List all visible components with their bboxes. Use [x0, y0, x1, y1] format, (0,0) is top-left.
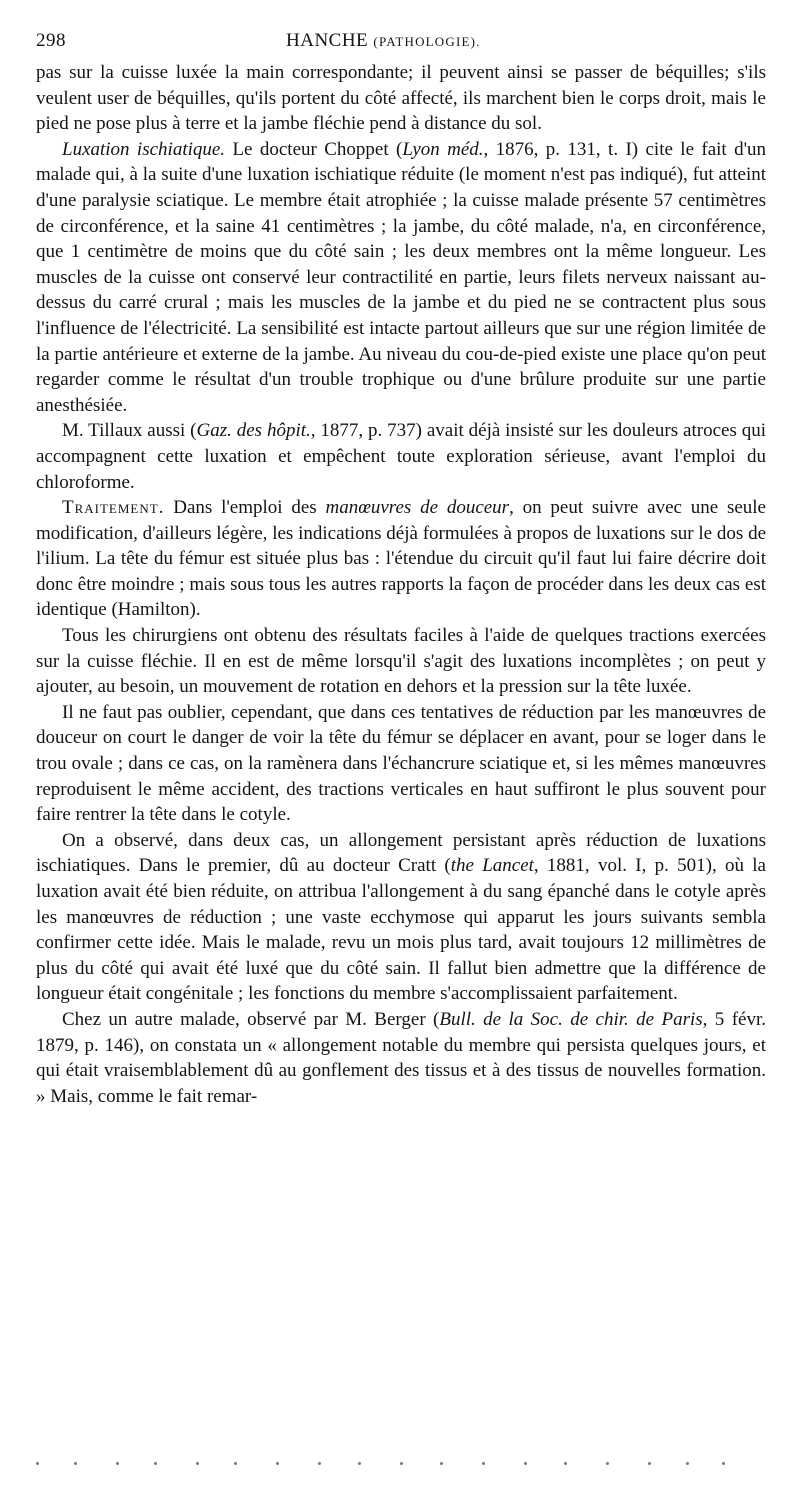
footer-dot: [400, 1462, 403, 1465]
paragraph-4: [36, 495, 766, 623]
footer-dots: [36, 1462, 726, 1470]
text-run: Il ne faut pas oublier, cependant, que dans ces tentatives de réduction par les manœuvres de douceur on court le danger de voir la tête du fémur se déplacer en avant, pour se loger dans le trou ovale ; dans ce cas, on la ramènera dans l'échancrure sciatique et, si les mêmes manœuvres reproduisent le même accident, des tractions verticales en haut suffiront le plus souvent pour faire rentrer la tête dans le cotyle.: [36, 701, 766, 826]
italic-run: Lyon méd.: [402, 138, 484, 160]
footer-dot: [154, 1462, 157, 1465]
italic-run: Gaz. des hôpit.: [196, 420, 311, 442]
footer-dot: [74, 1462, 77, 1465]
running-title-main: HANCHE: [286, 30, 369, 51]
running-title: [286, 30, 481, 52]
text-run: M. Tillaux aussi (: [62, 420, 197, 442]
text-run: On a observé, dans deux cas, un allongement persistant après réduction de luxations ischiatiques. Dans le premier, dû au docteur Cratt (: [36, 829, 766, 877]
footer-dot: [722, 1462, 725, 1465]
text-run: , 5 févr. 1879, p. 146), on constata un « allongement notable du membre qui persista quelques jours, et qui était vraisemblablement dû au gonflement des tissus et à des tissus de nouvelles formation. » Mais, comme le fait remar-: [36, 1008, 766, 1107]
footer-dot: [606, 1462, 609, 1465]
footer-dot: [358, 1462, 361, 1465]
italic-run: the Lancet: [450, 855, 534, 877]
text-run: , 1881, vol. I, p. 501), où la luxation avait été bien réduite, on attribua l'allongement à du sang épanché dans le cotyle après les manœuvres de réduction ; une vaste ecchymose qui apparut les jours suivants sembla confirmer cette idée. Mais le malade, revu un mois plus tard, avait toujours 12 millimètres de plus du côté qui avait été luxé que du côté sain. Il fallut bien admettre que la différence de longueur était congénitale ; les fonctions du membre s'accomplissaient parfaitement.: [36, 855, 766, 1005]
text-run: Le docteur Choppet (: [225, 138, 403, 160]
text-run: Tous les chirurgiens ont obtenu des résultats faciles à l'aide de quelques tractions exercées sur la cuisse fléchie. Il en est de même lorsqu'il s'agit des luxations incomplètes ; on peut y ajouter, au besoin, un mouvement de rotation en dehors et la pression sur la tête luxée.: [36, 625, 766, 698]
paragraph-7: [36, 828, 766, 1007]
italic-run: manœuvres de douceur: [325, 497, 510, 519]
footer-dot: [276, 1462, 279, 1465]
body-text: [36, 60, 766, 1109]
footer-dot: [196, 1462, 199, 1465]
paragraph-8: [36, 1007, 766, 1109]
text-run: , on peut suivre avec une seule modification, d'ailleurs légère, les indications déjà formulées à propos de luxations sur le dos de l'ilium. La tête du fémur est située plus bas : l'étendue du circuit qu'il faut lui faire décrire doit donc être moindre ; mais sous tous les autres rapports la façon de procéder dans les deux cas est identique (Hamilton).: [36, 497, 766, 621]
footer-dot: [116, 1462, 119, 1465]
section-lead: Traitement.: [62, 497, 165, 519]
footer-dot: [36, 1462, 39, 1465]
text-run: pas sur la cuisse luxée la main correspondante; il peuvent ainsi se passer de béquilles; s'ils veulent user de béquilles, qu'ils portent du côté affecté, ils marchent bien le corps droit, mais le pied ne pose plus à terre et la jambe fléchie pend à distance du sol.: [36, 62, 766, 135]
text-run: Dans l'emploi des: [164, 497, 326, 519]
italic-run: Bull. de la Soc. de chir. de Paris: [439, 1008, 703, 1030]
footer-dot: [318, 1462, 321, 1465]
footer-dot: [482, 1462, 485, 1465]
page-number: 298: [36, 30, 66, 51]
paragraph-3: [36, 418, 766, 495]
paragraph-5: [36, 623, 766, 700]
paragraph-1: [36, 60, 766, 137]
footer-dot: [524, 1462, 527, 1465]
paragraph-2: [36, 137, 766, 419]
paragraph-6: [36, 700, 766, 828]
footer-dot: [564, 1462, 567, 1465]
text-run: Chez un autre malade, observé par M. Berger (: [62, 1008, 440, 1030]
footer-dot: [440, 1462, 443, 1465]
book-page: [36, 30, 766, 1109]
footer-dot: [686, 1462, 689, 1465]
italic-run: Luxation ischiatique.: [62, 138, 226, 160]
footer-dot: [648, 1462, 651, 1465]
text-run: , 1876, p. 131, t. I) cite le fait d'un malade qui, à la suite d'une luxation ischiatique réduite (le moment n'est pas indiqué), fut atteint d'une paralysie sciatique. Le membre était atrophiée ; la cuisse malade présente 57 centimètres de circonférence, et la saine 41 centimètres ; la jambe, du côté malade, n'a, en circonférence, que 1 centimètre de moins que du côté sain ; les deux membres ont la même longueur. Les muscles de la cuisse ont conservé leur contractilité en partie, leurs filets nerveux naissant au-dessus du carré crural ; mais les muscles de la jambe et du pied ne se contractent plus sous l'influence de l'électricité. La sensibilité est intacte partout ailleurs que sur une région limitée de la partie antérieure et externe de la jambe. Au niveau du cou-de-pied existe une place qu'on peut regarder comme le résultat d'un trouble trophique ou d'une brûlure produite sur une partie anesthésiée.: [36, 138, 766, 416]
running-head: [36, 30, 766, 60]
footer-dot: [234, 1462, 237, 1465]
text-run: , 1877, p. 737) avait déjà insisté sur les douleurs atroces qui accompagnent cette luxation et empêchent toute exploration sérieuse, avant l'emploi du chloroforme.: [36, 420, 766, 493]
running-title-subtitle: (PATHOLOGIE).: [373, 34, 481, 49]
